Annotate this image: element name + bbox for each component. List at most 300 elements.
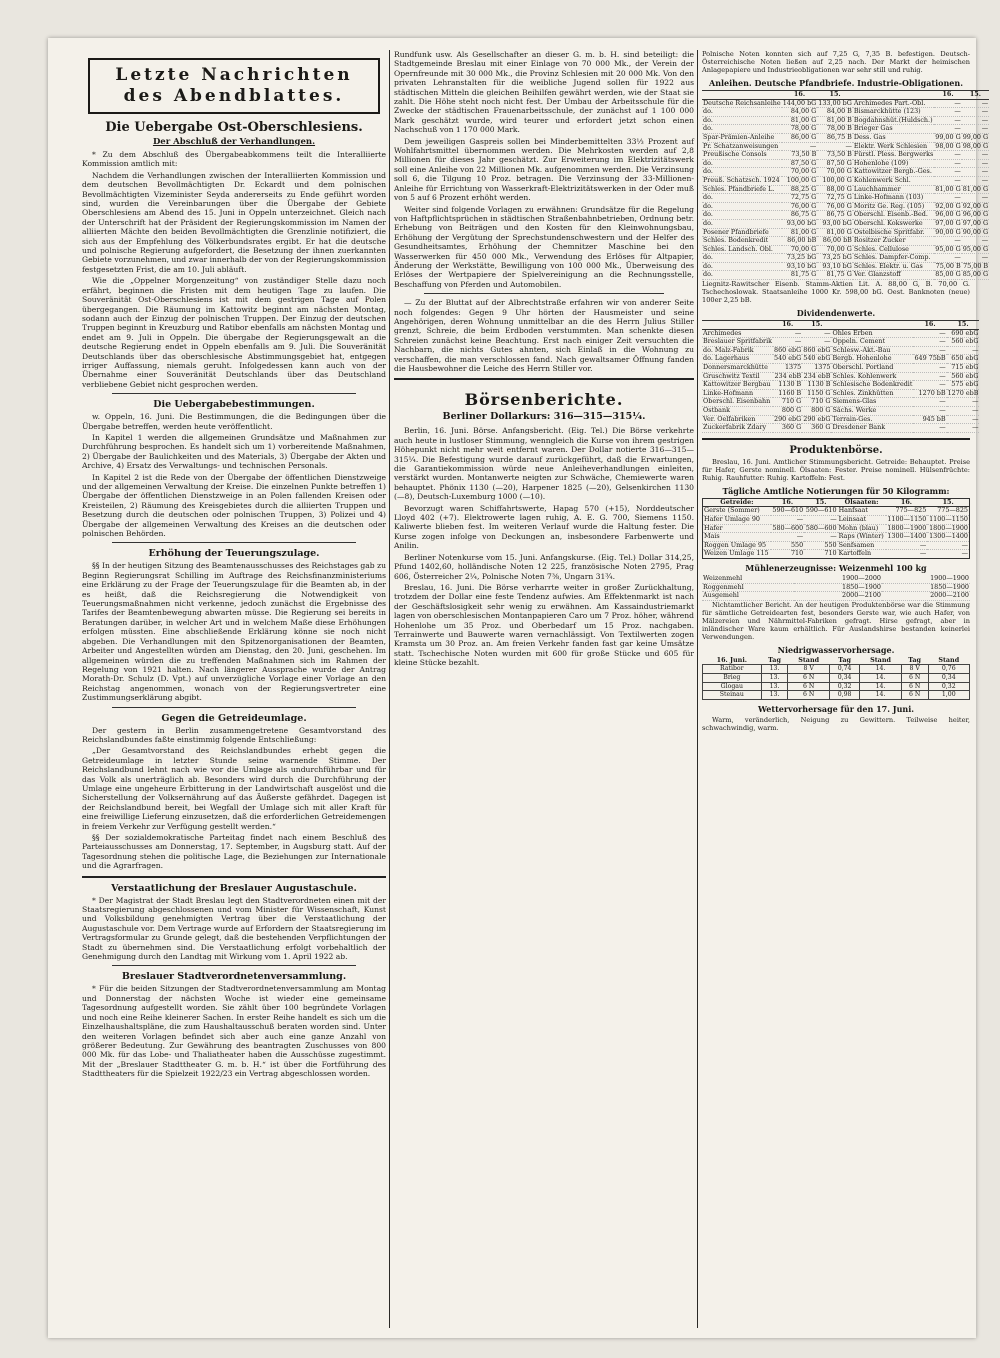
paragraph: — Zu der Bluttat auf der Albrechtstraße erfahren wir von anderer Seite noch folgendes: Gegen 9 Uhr hörten der Hausmeister und seine Angehörigen, deren Wohnung unmittelbar an die des Herrn Julius Stiller grenzt, Schreie, die beim Erdboden verstummten. Man schenkte diesen Schreien zunächst keine Beachtung. Erst nach einiger Zeit versuchten die Nachbarn, die nichts Gutes ahnten, sich Einlaß in die Wohnung zu verschaffen, die man verschlossen fand. Nach gewaltsamer Öffnung fanden die Hausbewohner die Leiche des Herrn Stiller vor. <box>394 298 694 373</box>
table-header-cell <box>831 321 913 330</box>
table-cell: — <box>913 364 946 373</box>
table-cell: — <box>947 407 980 416</box>
table-cell: Ostbank <box>702 407 773 416</box>
table-cell: Spar-Prämien-Anleihe <box>702 133 782 142</box>
table-cell: 81,00 G <box>935 184 961 193</box>
table-cell: 0,34 <box>829 673 859 682</box>
table-cell: 13. <box>761 665 788 674</box>
table-cell: 1300—1400 <box>929 532 968 541</box>
table-cell: — <box>802 338 831 347</box>
table-cell: do. <box>702 271 782 280</box>
table-cell: 550 <box>771 541 804 550</box>
table-cell: 72,75 G <box>817 194 853 203</box>
paragraph: Dem jeweiligen Gaspreis sollen bei Minderbemittelten 33⅓ Prozent auf Wohlfahrtsmittel übernommen werden. Die Mehrkosten werden auf 2,8 Millionen für dieses Jahr geschätzt. Zur Erweiterung im Elektrizitätswerk soll eine Anleihe von 22 Millionen Mk. aufgenommen werden. Die Verzinsung soll 6, die Tilgung 10 Proz. betragen. Die Verzinsung der 33-Millionen-Anleihe für Errichtung von Wasserkraft-Elektrizitätswerken in der Oder muß von 5 auf 6 Prozent erhöht werden. <box>394 136 694 203</box>
paragraph: „Der Gesamtvorstand des Reichslandbundes erhebt gegen die Getreideumlage in letzter Stunde seine warnende Stimme. Der Reichslandbund lehnt nach wie vor die Umlage als undurchführbar und für das Volk als unerträglich ab. Besonders wird durch die Durchführung der Umlage eine ungeheure Erbitterung in der Landwirtschaft ausgelöst und die Sicherstellung der Volksernährung auf das Äußerste gefährdet. Dagegen ist der Reichslandbund bereit, bei Wegfall der Umlage sich mit aller Kraft für eine freiwillige Lieferung einzusetzen, daß die erforderlichen Getreidemengen in freiem Verkehr zur Verfügung gestellt werden.“ <box>82 746 386 831</box>
table-cell: Gruschwitz Textil <box>702 372 773 381</box>
table-cell: — <box>934 159 961 168</box>
table-cell: 1150 G <box>802 389 831 398</box>
table-header-cell: 16. <box>934 91 961 100</box>
table-row <box>702 424 979 433</box>
column-rule <box>697 50 698 1328</box>
table-header-cell: 15. <box>802 321 831 330</box>
column-2 <box>394 50 694 1328</box>
newspaper-page <box>48 38 989 1338</box>
table-cell: Bismarckhütte (123) <box>853 108 934 117</box>
table-cell: 945 bB <box>913 415 946 424</box>
table-cell: Breslauer Spritfabrik <box>703 337 773 346</box>
table-cell: — <box>913 424 946 433</box>
paragraph: Bevorzugt waren Schiffahrtswerte, Hapag 570 (+15), Norddeutscher Lloyd 402 (+7). Elektrowerte lagen ruhig, A. E. G. 700, Siemens 1150. Kaliwerte blieben fest. Im weiteren Verlauf wurde die Haltung fester. Die Kurse zogen infolge von Deckungen an, insbesondere Farbenwerte und Anilin. <box>394 503 694 551</box>
table-cell: 93,10 bG <box>817 262 853 271</box>
table-cell: — <box>913 381 946 390</box>
table-cell: Oberschl. Eisenb.-Bed. <box>853 211 934 220</box>
table-cell: — <box>913 346 946 355</box>
table-cell: — <box>962 151 989 160</box>
table-cell: 6 N <box>901 691 928 700</box>
table-cell: Glogau <box>703 682 762 691</box>
table-title: Mühlenerzeugnisse: Weizenmehl 100 kg <box>745 562 927 573</box>
table-header-cell: 15. <box>927 498 969 507</box>
table-cell: 86,00 bB <box>817 237 853 246</box>
table-cell: — <box>771 533 804 542</box>
table-cell: 93,00 bG <box>782 219 818 228</box>
table-cell: 1130 B <box>773 381 802 390</box>
table-cell: 1850—1900 <box>882 583 970 592</box>
table-cell: 0,32 <box>829 682 859 691</box>
table-cell: Schles. Zinkhütten <box>831 389 913 398</box>
section-heading: Verstaatlichung der Breslauer Augustaschule. <box>111 882 357 894</box>
table-cell: 2000—2100 <box>794 592 882 601</box>
table-header-cell: Stand <box>938 655 960 664</box>
table-row <box>702 108 989 117</box>
paragraph: Breslau, 16. Juni. Amtlicher Stimmungsbericht. Getreide: Behauptet. Preise für Hafer, Gerste nominell. Ölsaaten: Fester. Preise nominell. Hülsenfrüchte: Ruhig. Rauhfutter: Ruhig. Kartoffeln: Fest. <box>702 457 970 482</box>
table-cell: do. <box>702 125 782 134</box>
table-cell: — <box>913 407 946 416</box>
table-cell: do. <box>702 194 782 203</box>
table-cell: — <box>962 194 989 203</box>
paragraph: Polnische Noten konnten sich auf 7,25 G, 7,35 B. befestigen. Deutsch-Österreichische Noten ließen auf 2,25 nach. Der Markt der heimischen Anlagepapiere und Industrieobligationen war sehr still und ruhig. <box>702 50 970 74</box>
table-cell: 86,75 B <box>817 133 853 142</box>
table-title: Dividendenwerte. <box>796 308 876 319</box>
table-cell: 84,00 G <box>782 108 818 117</box>
table-cell: 1160 B <box>773 389 802 398</box>
table-cell: 575 ebG <box>947 381 980 390</box>
table-cell: 73,25 bG <box>817 254 853 263</box>
table-cell: 1800—1900 <box>929 523 968 532</box>
table-cell: 800 G <box>773 407 802 416</box>
table-cell: Oberschl. Kokswerke <box>853 219 934 228</box>
table-cell: Kohlenwerk Schl. <box>853 176 934 185</box>
table-cell: Ver. Oelfabriken <box>702 415 773 424</box>
table-cell: Senfsamen <box>838 541 886 550</box>
table-header-cell: Stand <box>798 655 820 664</box>
table-cell: Kattowitzer Bergb.-Ges. <box>853 168 934 177</box>
paragraph: Berlin, 16. Juni. Börse. Anfangsbericht. (Eig. Tel.) Die Börse verkehrte auch heute in lustloser Stimmung, wenngleich die Kurse von ihrem gestrigen Höhepunkt nicht mehr weit entfernt waren. Der Dollar notierte 316—315—315¼. Die Befestigung wurde darauf zurückgeführt, daß die Erwartungen, die Garantiekommission würde neue Anleiheverhandlungen einleiten, verstärkt wurden. Montanwerte neigten zur Schwäche, Chemiewerte waren behauptet. Phönix 1130 (—20), Harpener 1825 (—20), Gelsenkirchen 1130 (—8), Deutsch-Luxemburg 1000 (—10). <box>394 426 694 502</box>
paragraph: Der gestern in Berlin zusammengetretene Gesamtvorstand des Reichslandbundes faßte einstimmig folgende Entschließung: <box>82 725 386 744</box>
table-cell: 1100—1150 <box>887 514 927 523</box>
table-cell: 93,10 bG <box>782 262 818 271</box>
table-cell: Elektr. Werk Schlesien <box>853 142 934 151</box>
section-title: Börsenberichte. <box>464 390 624 410</box>
table-cell: — <box>927 541 969 550</box>
table-cell: 560 ebG <box>947 372 980 381</box>
table-cell: 8 V <box>901 665 928 674</box>
grain-prices-table <box>702 498 970 559</box>
column-3 <box>702 50 989 1328</box>
table-row <box>702 194 989 203</box>
table-row <box>703 550 970 559</box>
table-cell: do. <box>702 262 782 271</box>
table-row <box>702 407 979 416</box>
table-cell: 93,00 bG <box>817 219 853 228</box>
table-header-cell <box>702 91 782 100</box>
table-cell: 0,74 <box>829 665 859 674</box>
paragraph: Breslau, 16. Juni. Die Börse verharrte weiter in großer Zurückhaltung, trotzdem der Dollar eine feste Tendenz aufwies. Am Effektenmarkt ist nach der Geschäftslosigkeit sehr wenig zu erwähnen. Am Kassaindustriemarkt lagen von oberschlesischen Montanpapieren Caro um 7 Proz. höher, während Hohenlohe um 35 Proz. und Oberbedarf um 15 Proz. nachgaben. Terrainwerte und Bauwerte waren vernachlässigt. Von Textilwerten zogen Kramsta um 30 Proz. an. Am freien Verkehr fanden fast gar keine Umsätze statt. Tschechische Noten wurden mit 600 für große Stücke und 605 für kleine Stücke bezahlt. <box>394 582 694 668</box>
masthead <box>88 58 380 114</box>
table-cell: 860 ebG <box>774 345 802 354</box>
table-cell: 81,00 G <box>962 184 989 193</box>
table-cell: Leinsaat <box>838 515 886 524</box>
table-cell: 234 ebB <box>803 371 831 380</box>
paragraph: §§ In der heutigen Sitzung des Beamtenausschusses des Reichstages gab zu Beginn Regierungsrat Schilling im Auftrage des Reichsfinanzministeriums eine Erklärung zu der Frage der Teuerungszulage für die Beamten ab, in der es heißt, daß die Reichsregierung die Notwendigkeit von Teuerungsmaßnahmen nicht verkenne, jedoch zunächst die Ergebnisse des Tarifes der Beamtenbewegung abwarten müsse. Die Regierung sei bereits in Beratungen darüber, in welcher Art und in welchem Maße diese Erhöhungen erfolgen müssten. Eine abschließende Erklärung könne sie noch nicht abgeben. Die Verhandlungen mit den Spitzenorganisationen der Beamten, Arbeiter und Angestellten würden am Dienstag, den 20. Juni, geschehen. Im allgemeinen würden die zu treffenden Maßnahmen sich im Rahmen der Regelung von 1921 halten. Nach längerer Aussprache wurde der Antrag Morath-Dr. Schulz (D. Vpt.) auf unverzügliche Vorlage einer Vorlage an den Reichstag angenommen, wonach von der Regierungsvertreter eine Zustimmungserklärung abgibt. <box>82 561 386 703</box>
table-row <box>702 364 979 373</box>
paragraph: In Kapitel 2 ist die Rede von der Übergabe der öffentlichen Dienstzweige und der allgemeinen Verwaltung der Kreise. Die einzelnen Punkte betreffen 1) Übergabe der öffentlichen Dienstzweige in an Polen fallenden Kreisen oder Kreisteilen, 2) Räumung des Kreisgebietes durch die alliierten Truppen und Besetzung durch die deutschen oder polnischen Truppen, 3) Polizei und 4) Übergabe der allgemeinen Verwaltung des Kreises an die deutschen oder polnischen Behörden. <box>82 472 386 539</box>
table-row <box>703 673 970 682</box>
table-cell: — <box>962 116 989 125</box>
table-cell: Brieger Gas <box>853 125 934 134</box>
table-cell: Schlesische Bodenkredit <box>832 380 913 389</box>
section-heading: Wettervorhersage für den 17. Juni. <box>757 703 915 714</box>
table-cell: — <box>934 237 961 246</box>
table-cell: — <box>947 415 980 424</box>
table-cell: 8 V <box>788 665 829 674</box>
table-cell: — <box>804 515 837 524</box>
table-cell: Roggen Umlage 95 <box>703 541 771 550</box>
table-cell: — <box>962 237 989 246</box>
table-cell: 92,00 G <box>962 201 989 210</box>
table-cell: 2000—2100 <box>882 592 970 601</box>
table-cell: 78,00 G <box>782 125 818 134</box>
table-row <box>703 515 970 524</box>
paragraph: Berliner Notenkurse vom 15. Juni. Anfangskurse. (Eig. Tel.) Dollar 314,25, Pfund 1402,60, holländische Noten 12 225, französische Noten 2795, Prag 606, Österreicher 2¼, Polnische Noten 7⅜, Ungarn 31¾. <box>394 552 694 581</box>
table-row <box>702 219 989 228</box>
table-cell: 6 N <box>788 682 829 691</box>
table-cell: 87,50 G <box>817 159 853 168</box>
table-cell: 580—600 <box>772 523 804 532</box>
table-cell: — <box>962 99 989 108</box>
table-cell: 84,00 B <box>817 108 853 117</box>
table-cell: 97,00 G <box>962 218 989 227</box>
section-heading: Produktenbörse. <box>789 444 883 456</box>
table-cell: do. <box>702 211 782 220</box>
table-cell: 0,34 <box>928 673 969 682</box>
table-cell: Schlesw.-Akt.-Bau <box>831 346 913 355</box>
masthead-line-2: des Abendblattes. <box>123 86 345 106</box>
table-cell: — <box>934 125 961 134</box>
table-cell: do. <box>702 108 782 117</box>
table-cell: 1270 ebB <box>947 388 979 397</box>
table-cell: Dess. Gas <box>853 133 934 142</box>
section-heading: Breslauer Stadtverordnetenversammlung. <box>121 971 347 983</box>
table-cell: 88,00 G <box>817 185 853 194</box>
table-cell: — <box>947 398 980 407</box>
subheadline: Der Abschluß der Verhandlungen. <box>152 137 316 147</box>
table-cell: 90,00 G <box>935 227 961 236</box>
divider <box>112 542 356 543</box>
dollar-rate-heading: Berliner Dollarkurs: 316—315—315¼. <box>442 411 646 423</box>
column-rule <box>389 50 390 1328</box>
table-cell: Dresdener Bank <box>831 424 913 433</box>
table-cell: — <box>886 550 928 559</box>
table-cell: Weizenmehl <box>702 575 794 583</box>
table-cell: — <box>962 159 989 168</box>
section-heading: Erhöhung der Teuerungszulage. <box>148 548 320 560</box>
table-cell: 1130 B <box>802 381 831 390</box>
table-cell: Zuckerfabrik Zdary <box>702 424 773 433</box>
table-cell: 87,50 G <box>782 159 818 168</box>
table-cell: do. <box>702 159 782 168</box>
table-cell: 78,00 B <box>817 125 853 134</box>
table-row <box>702 176 989 185</box>
table-cell: 95,00 G <box>935 244 961 253</box>
table-cell: — <box>947 346 980 355</box>
table-row <box>702 151 989 160</box>
table-cell: 14. <box>860 665 901 674</box>
table-header-cell <box>702 321 773 330</box>
table-cell: 649 75bB <box>914 354 946 363</box>
water-level-table <box>702 657 970 700</box>
paragraph: Rundfunk usw. Als Gesellschafter an dieser G. m. b. H. sind beteiligt: die Stadtgemeinde Breslau mit einer Einlage von 70 000 Mk., der Verein der Opernfreunde mit 30 000 Mk., die Provinz Schlesien mit 20 000 Mk. Von den privaten Lehranstalten für die weibliche Jugend sollen für 1922 aus städtischen Mitteln die gleichen Beihilfen gewährt werden, wie der Staat sie zahlt. Die Höhe steht noch nicht fest. Der Umbau der Arbeitsschule für die Zwecke der städtischen Frauenarbeitsschule, der zunächst auf 1 100 000 Mark geschätzt wurde, wird teurer und erfordert jetzt schon einen Nachschuß von 1 170 000 Mark. <box>394 50 694 135</box>
table-cell: 1800—1900 <box>887 523 927 532</box>
table-cell: — <box>934 108 961 117</box>
table-cell: do. <box>702 168 782 177</box>
section-heading: Gegen die Getreideumlage. <box>161 712 307 724</box>
paragraph: Nachdem die Verhandlungen zwischen der Interalliierten Kommission und dem deutschen Bevollmächtigten Dr. Eckardt und dem polnischen Bevollmächtigten Vizeminister Seyda andererseits zu Ende geführt worden sind, wurden die Vereinbarungen über die Übergabe der Gebiete Oberschlesiens am Abend des 15. Juni in Oppeln unterzeichnet. Gleich nach der Unterschrift hat der Präsident der Regierungskommission im Namen der alliierten Mächte den beiden Bevollmächtigten die Grenzlinie notifiziert, die sich aus der Empfehlung des Völkerbundsrates ergibt. Er hat die deutsche und polnische Regierung aufgefordert, die Besetzung der ihnen zuerkannten Gebiete vorzunehmen, und zwar innerhalb der von der Regierungskommission festgesetzten Frist, die am 10. Juli abläuft. <box>82 170 386 274</box>
table-cell: Fürstl. Pless. Bergwerks <box>853 150 934 159</box>
table-cell: do. Malz-Fabrik <box>702 346 773 355</box>
table-cell: 144,00 bG <box>782 98 817 107</box>
table-cell: 73,25 bG <box>782 254 818 263</box>
column-1 <box>82 50 386 1328</box>
table-cell: Schles. Landsch. Obl. <box>702 245 782 254</box>
table-cell: 95,00 G <box>962 244 989 253</box>
table-cell: Ohles Erben <box>831 329 913 338</box>
table-cell: Hafer <box>703 524 771 533</box>
table-cell: 99,00 G <box>935 132 961 141</box>
paragraph: In Kapitel 1 werden die allgemeinen Grundsätze und Maßnahmen zur Durchführung besprochen. Es handelt sich um 1) vorbereitende Maßnahmen, 2) Übergabe der Baulichkeiten und des Materials, 3) Übergabe der Akten und Archive, 4) Ersatz des Verwaltungs- und technischen Personals. <box>82 432 386 471</box>
table-cell: do. <box>702 202 782 211</box>
table-header-cell: 15. <box>804 498 837 507</box>
table-cell: 85,00 G <box>935 270 961 279</box>
table-cell: 133,00 bG <box>818 98 852 107</box>
table-cell: 72,75 G <box>782 194 818 203</box>
table-cell: 70,00 G <box>782 168 818 177</box>
table-cell: 590—610 <box>805 506 837 515</box>
table-cell: 540 ebG <box>803 354 831 363</box>
table-cell: do. Lagerhaus <box>702 355 773 364</box>
table-cell: 1375 <box>802 364 831 373</box>
flour-prices-table <box>702 575 970 601</box>
table-cell: 75,00 B <box>935 261 961 270</box>
table-cell: — <box>934 151 961 160</box>
table-cell: — <box>782 142 818 151</box>
table-cell: 775—825 <box>927 507 969 516</box>
paragraph: w. Oppeln, 16. Juni. Die Bestimmungen, die die Bedingungen über die Übergabe betreffen, werden heute veröffentlicht. <box>82 412 386 431</box>
table-cell: — <box>927 550 969 559</box>
table-cell: Linke-Hofmann <box>702 389 773 398</box>
table-cell: 1300—1400 <box>887 532 927 541</box>
paragraph: Warm, veränderlich, Neigung zu Gewittern. Teilweise heiter, schwachwindig, warm. <box>702 715 970 732</box>
table-cell: Gerste (Sommer) <box>703 507 771 516</box>
table-cell: 710 <box>804 550 837 559</box>
table-cell: 540 ebG <box>774 354 802 363</box>
table-cell: — <box>913 329 946 338</box>
table-cell: Linke-Hofmann (103) <box>853 194 934 203</box>
table-cell: Brieg <box>703 673 762 682</box>
table-cell: — <box>913 398 946 407</box>
table-cell: — <box>934 116 961 125</box>
table-cell: Rositzer Zucker <box>853 237 934 246</box>
table-cell: Ratibor <box>703 665 762 674</box>
table-cell: 97,00 G <box>935 218 961 227</box>
table-cell: 1375 <box>773 364 802 373</box>
divider <box>112 707 356 708</box>
table-cell: 650 ebG <box>947 355 980 364</box>
table-cell: Archimedes <box>702 329 773 338</box>
table-cell: 73,50 B <box>782 151 818 160</box>
section-heading: Die Uebergabebestimmungen. <box>153 399 315 411</box>
table-header-cell: 16. <box>886 498 928 507</box>
table-cell: Ausgemehl <box>702 592 794 601</box>
table-cell: 81,00 G <box>782 228 818 237</box>
dividends-table <box>702 320 979 433</box>
table-cell: 1900—2000 <box>794 575 882 583</box>
table-cell: Mohn (blau) <box>838 524 886 533</box>
table-cell: Mais <box>703 533 771 542</box>
table-cell: Donnersmarckhütte <box>702 364 773 373</box>
table-cell: 70,00 G <box>817 168 853 177</box>
table-cell: 6 N <box>788 691 829 700</box>
divider <box>112 393 356 394</box>
table-row <box>703 691 970 700</box>
table-header-cell: Tag <box>768 655 781 664</box>
table-cell: 580—600 <box>805 523 837 532</box>
table-cell: 81,00 G <box>782 116 818 125</box>
table-row <box>702 271 989 280</box>
paragraph: §§ Der sozialdemokratische Parteitag findet nach einem Beschluß des Parteiausschusses am Donnerstag, 17. September, in Augsburg statt. Auf der Tagesordnung stehen die politische Lage, die Beziehungen zur Internationale und die Agrarfragen. <box>82 833 386 871</box>
table-cell: Lauchhammer <box>853 185 934 194</box>
table-cell: — <box>934 99 961 108</box>
table-cell: — <box>773 338 802 347</box>
table-cell: 96,00 G <box>935 210 961 219</box>
table-cell: 14. <box>860 673 901 682</box>
table-cell: 100,00 G <box>782 176 818 185</box>
table-cell: — <box>804 533 837 542</box>
divider <box>702 438 970 440</box>
table-cell: 70,00 G <box>782 245 818 254</box>
table-cell: Kartoffeln <box>838 550 886 559</box>
table-cell: Sächs. Werke <box>831 407 913 416</box>
table-cell: 0,32 <box>928 682 969 691</box>
table-cell: — <box>802 329 831 338</box>
table-cell: 710 G <box>773 398 802 407</box>
table-cell: — <box>934 168 961 177</box>
table-cell: 1270 bB <box>913 389 946 398</box>
table-cell: Hanfsaat <box>838 507 886 516</box>
bonds-table <box>702 90 989 280</box>
paragraph: * Für die beiden Sitzungen der Stadtverordnetenversammlung am Montag und Donnerstag der nächsten Woche ist wieder eine gemeinsame Tagesordnung aufgestellt worden. Sie zählt über 100 begründete Vorlagen und noch eine Reihe kleinerer Sachen. In erster Reihe handelt es sich um die Einzelhaushaltspläne, die zum Haushaltausschuß beraten worden sind. Unter den weiteren Vorlagen befindet sich aber auch eine ganze Anzahl von größerer Bedeutung. Zur Gewährung des beantragten Zuschusses von 800 000 Mk. für das Lobe- und Thaliatheater haben die Ausschüsse zugestimmt. Mit der „Breslauer Stadttheater G. m. b. H.“ ist über die Fortführung des Stadttheaters für die Spielzeit 1922/23 ein Vertrag abgeschlossen worden. <box>82 984 386 1079</box>
table-header-cell <box>853 91 934 100</box>
table-cell: 6 N <box>901 682 928 691</box>
headline: Die Uebergabe Ost-Oberschlesiens. <box>105 120 363 135</box>
table-cell: Posener Pfandbriefe <box>702 228 782 237</box>
table-header-cell: 15. <box>817 91 853 100</box>
table-title: Niedrigwasservorhersage. <box>777 644 895 655</box>
table-cell: 81,00 B <box>817 116 853 125</box>
table-cell: 76,00 G <box>782 202 818 211</box>
table-cell: 13. <box>761 682 788 691</box>
table-cell: Moritz Ge. Reg. (105) <box>853 202 934 211</box>
table-cell: 360 G <box>773 424 802 433</box>
paragraph: Wie die „Oppelner Morgenzeitung“ von zuständiger Stelle dazu noch erfährt, beginnen die Fristen mit dem heutigen Tage zu laufen. Die Souveränität Ost-Oberschlesiens ist mit dem gestrigen Tage auf Polen übergegangen. Die Räumung im Kattowitz beginnt am nächsten Montag, sodann auch der Einzug der polnischen Truppen. Der Einzug der deutschen Truppen beginnt in Kreuzburg und Ratibor ebenfalls am nächsten Montag und endet am 9. Juli in Oppeln. Die übergabe der Regierungsgewalt an die deutsche Regierung endet in Oppeln ebenfalls am 9. Juli. Die Souveränität Deutschlands über das oberschlesische Abstimmungsgebiet hat, entgegen irriger Auffassung, niemals geruht. Infolgedessen kann auch von der Übernahme einer Souveränität Deutschlands über das Deutschland verbliebene Gebiet nicht gesprochen werden. <box>82 276 386 389</box>
table-cell: Schles. Kohlenwerk <box>831 372 913 381</box>
table-cell: 360 G <box>802 424 831 433</box>
table-cell: 86,00 bB <box>782 237 818 246</box>
table-cell: 550 <box>804 541 837 550</box>
table-header-cell: Ölsaaten: <box>838 498 886 507</box>
table-cell: Steinau <box>703 691 762 700</box>
table-cell: 92,00 G <box>935 201 961 210</box>
table-cell: — <box>934 194 961 203</box>
table-cell: Archimedes Part.-Obl. <box>853 99 934 108</box>
table-row <box>702 237 989 246</box>
table-cell: Schles. Bodenkredit <box>702 237 782 246</box>
table-title: Tägliche Amtliche Notierungen für 50 Kilogramm: <box>722 485 950 496</box>
table-cell: 13. <box>761 691 788 700</box>
table-cell: Schles. Pfandbriefe L. <box>702 185 782 194</box>
table-cell: Ostelbische Spritfabr. <box>853 228 934 237</box>
table-cell: Raps (Winter) <box>838 532 884 541</box>
table-cell: 715 ebG <box>947 364 980 373</box>
table-header-cell: Getreide: <box>703 498 771 507</box>
table-cell: Deutsche Reichsanleihe <box>703 98 781 107</box>
table-cell: 710 <box>771 550 804 559</box>
table-row <box>703 533 970 542</box>
table-row <box>702 133 989 142</box>
table-cell: 13. <box>761 673 788 682</box>
table-cell: 6 N <box>788 673 829 682</box>
table-cell: 86,75 G <box>817 211 853 220</box>
table-cell: Kattowitzer Bergbau <box>702 381 773 390</box>
table-cell: Bogdahnshüt.(Huldsch.) <box>853 115 933 124</box>
table-cell: Weizen Umlage 115 <box>703 550 771 559</box>
table-cell: Pr. Schatzanweisungen <box>702 142 782 151</box>
table-cell: 590—610 <box>772 506 804 515</box>
table-cell: 1850—1900 <box>794 583 882 592</box>
table-cell: — <box>962 168 989 177</box>
table-cell: do. <box>702 254 782 263</box>
table-cell: 234 ebB <box>774 371 802 380</box>
table-cell: 88,25 G <box>782 185 818 194</box>
table-cell: 14. <box>860 682 901 691</box>
table-cell: Schles. Cellulose <box>853 245 934 254</box>
table-header-cell: Tag <box>838 655 851 664</box>
table-cell: 99,00 G <box>962 132 989 141</box>
table-cell: — <box>934 254 961 263</box>
table-cell: 86,75 G <box>782 211 818 220</box>
table-row <box>702 592 970 601</box>
table-cell: 85,00 G <box>962 270 989 279</box>
